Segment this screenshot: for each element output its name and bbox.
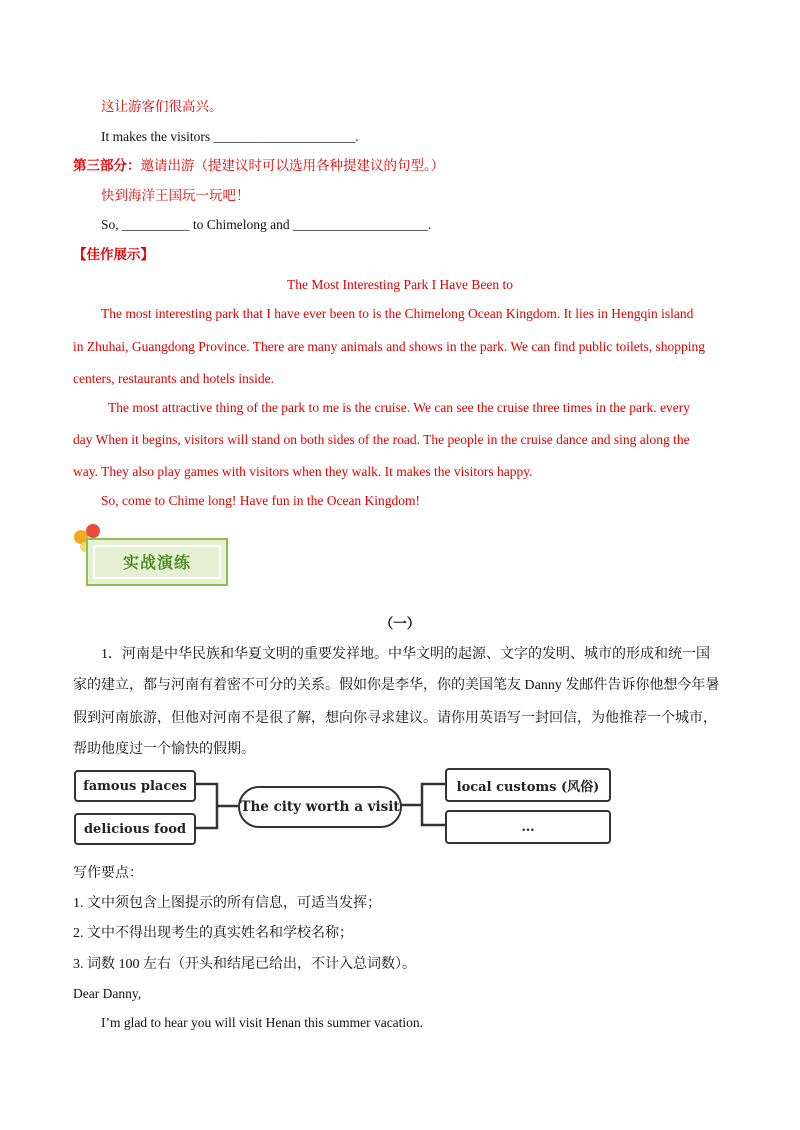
showcase-label: 【佳作展示】 [73, 247, 154, 262]
requirement-2: 2. 文中不得出现考生的真实姓名和学校名称； [73, 926, 353, 941]
showcase-paragraph-3-line-1: So, come to Chime long! Have fun in the Ocean Kingdom! [101, 493, 421, 508]
en-fill-blank-invite: So, __________ to Chimelong and ____________________. [101, 217, 432, 232]
mindmap-node-delicious-food: delicious food [74, 813, 196, 845]
requirement-1: 1. 文中须包含上图提示的所有信息，可适当发挥； [73, 896, 381, 911]
banner-title: 实战演练 [122, 553, 191, 572]
showcase-paragraph-2-line-1: The most attractive thing of the park to me is the cruise. We can see the cruise three times in the park. every [108, 400, 690, 415]
cn-sentence-visitors-happy: 这让游客们很高兴。 [101, 99, 223, 114]
section-number: （一） [379, 616, 421, 631]
requirements-heading: 写作要点： [73, 866, 143, 881]
task-line-3: 假到河南旅游，但他对河南不是很了解，想向你寻求建议。请你用英语写一封回信，为他推荐一个城市， [73, 711, 717, 726]
showcase-paragraph-1-line-3: centers, restaurants and hotels inside. [73, 371, 274, 386]
part3-heading-label: 第三部分： [73, 158, 141, 173]
part3-heading-text: 邀请出游（提建议时可以选用各种提建议的句型。） [140, 158, 445, 173]
letter-greeting: Dear Danny, [73, 986, 142, 1001]
mindmap-node-more: … [445, 810, 611, 844]
showcase-paragraph-2-line-2: day When it begins, visitors will stand on both sides of the road. The people in the cruise dance and sing along the [73, 432, 690, 447]
task-line-1: 1．河南是中华民族和华夏文明的重要发祥地。中华文明的起源、文字的发明、城市的形成和统一国 [101, 647, 710, 662]
letter-opening: I’m glad to hear you will visit Henan this summer vacation. [101, 1015, 424, 1030]
requirement-3: 3. 词数 100 左右（开头和结尾已给出，不计入总词数）。 [73, 957, 416, 972]
showcase-paragraph-1-line-1: The most interesting park that I have ever been to is the Chimelong Ocean Kingdom. It lies in Hengqin island [101, 306, 694, 321]
mindmap-node-famous-places: famous places [74, 770, 196, 802]
mindmap-node-local-customs: local customs (风俗) [445, 768, 611, 802]
showcase-paragraph-1-line-2: in Zhuhai, Guangdong Province. There are many animals and shows in the park. We can find public toilets, shopping [73, 339, 706, 354]
showcase-title: The Most Interesting Park I Have Been to [286, 277, 514, 292]
en-fill-blank-visitors: It makes the visitors _____________________. [101, 129, 359, 144]
task-line-2: 家的建立，都与河南有着密不可分的关系。假如你是李华，你的美国笔友 Danny 发邮件告诉你他想今年暑 [73, 678, 720, 693]
showcase-paragraph-2-line-3: way. They also play games with visitors when they walk. It makes the visitors happy. [73, 464, 533, 479]
mindmap-center-node: The city worth a visit [238, 786, 402, 828]
task-line-4: 帮助他度过一个愉快的假期。 [73, 742, 255, 757]
cn-sentence-invite: 快到海洋王国玩一玩吧！ [101, 188, 250, 203]
